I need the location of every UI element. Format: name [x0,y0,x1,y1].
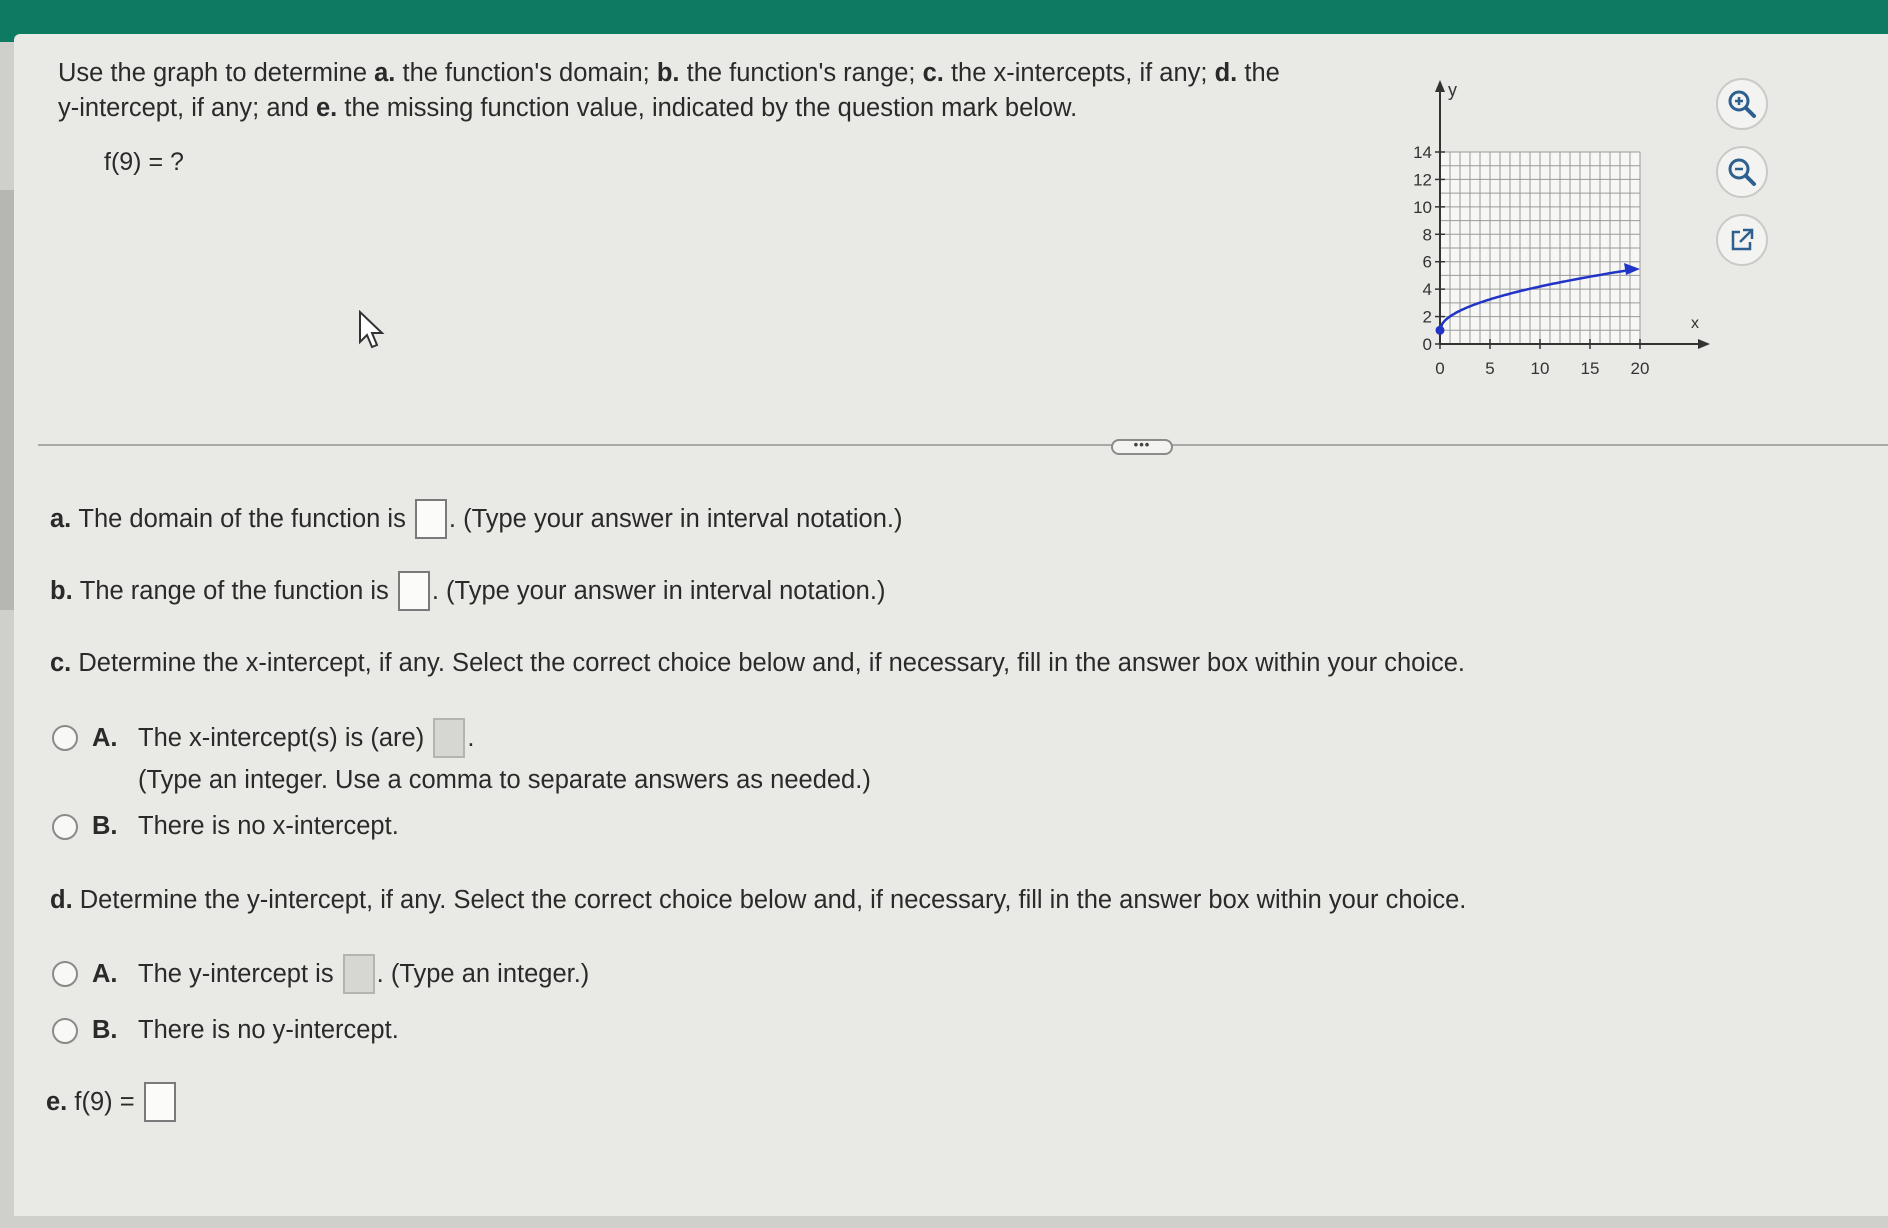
x-tick-label: 5 [1485,359,1495,378]
y-tick-label: 0 [1422,335,1432,354]
part-d: d. Determine the y-intercept, if any. Select the correct choice below and, if necessary, fill in the answer box within your choice. [50,886,1467,914]
part-a: a. The domain of the function is . (Type your answer in interval notation.) [50,499,902,539]
x-tick-label: 15 [1580,359,1600,378]
x-tick-label: 20 [1630,359,1650,378]
x-intercept-choice-b-radio[interactable] [52,814,78,840]
y-tick-label: 2 [1422,307,1432,327]
left-scroll-strip [0,190,14,610]
range-answer-box[interactable] [398,571,430,611]
part-c: c. Determine the x-intercept, if any. Select the correct choice below and, if necessary, fill in the answer box within your choice. [50,649,1465,677]
y-axis-label: y [1448,80,1457,100]
function-graph [1396,76,1726,386]
zoom-in-icon [1726,88,1758,120]
f9-answer-box[interactable] [144,1082,176,1122]
y-tick-label: 6 [1422,252,1432,272]
x-tick-label: 0 [1435,359,1445,378]
choice-c-b[interactable]: B. There is no x-intercept. [52,812,399,841]
x-axis-label: x [1691,315,1699,332]
choice-c-a[interactable]: A. The x-intercept(s) is (are) . [52,718,474,758]
popout-graph-button[interactable] [1716,214,1768,266]
part-b: b. The range of the function is . (Type your answer in interval notation.) [50,571,885,611]
domain-answer-box[interactable] [415,499,447,539]
zoom-out-button[interactable] [1716,146,1768,198]
part-e: e. f(9) = [46,1082,178,1122]
y-intercept-choice-b-radio[interactable] [52,1018,78,1044]
y-tick-label: 4 [1422,280,1432,300]
x-tick-label: 10 [1530,359,1550,378]
graph-grid [1440,152,1640,344]
y-tick-label: 12 [1413,170,1432,190]
external-link-icon [1728,226,1756,254]
question-text: Use the graph to determine a. the function's domain; b. the function's range; c. the x-intercepts, if any; d. the y-intercept, if any; and e. the missing function value, indicated by the question mark below. [58,59,1280,122]
expand-collapse-handle[interactable]: ••• [1111,439,1173,455]
curve-start-point [1436,326,1445,335]
function-expression: f(9) = ? [104,148,184,176]
mouse-cursor-icon [358,310,386,350]
x-intercept-choice-a-radio[interactable] [52,725,78,751]
y-intercept-choice-a-radio[interactable] [52,961,78,987]
x-intercept-hint: (Type an integer. Use a comma to separate answers as needed.) [138,766,871,794]
x-intercept-answer-box[interactable] [433,718,465,758]
y-tick-label: 10 [1413,197,1432,217]
zoom-in-button[interactable] [1716,78,1768,130]
choice-d-a[interactable]: A. The y-intercept is . (Type an integer.) [52,954,589,994]
y-intercept-answer-box[interactable] [343,954,375,994]
zoom-out-icon [1726,156,1758,188]
y-tick-label: 14 [1413,143,1432,162]
choice-d-b[interactable]: B. There is no y-intercept. [52,1016,399,1045]
section-divider [38,444,1888,446]
y-tick-label: 8 [1422,225,1432,245]
